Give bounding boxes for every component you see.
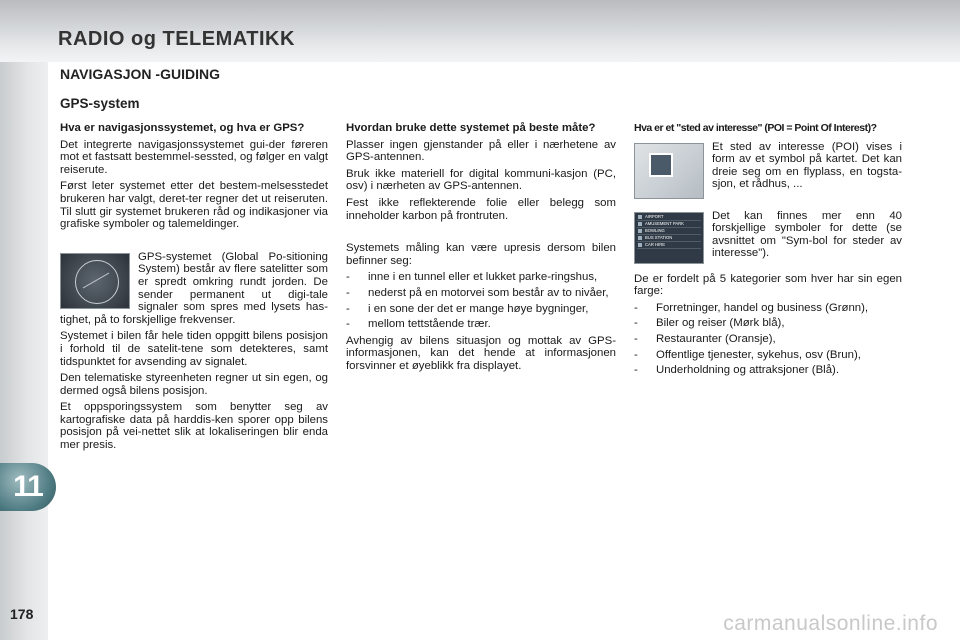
subsection-title: GPS-system: [60, 96, 140, 111]
spacer: [60, 235, 328, 251]
paragraph: Først leter systemet etter det bestem-melsesstedet brukeren har valgt, deret-ter regner det ut reiseruten. Til slutt gir systemet brukeren råd og indikasjoner via grafiske symboler og talemeldinger.: [60, 180, 328, 231]
poi-map-image: [634, 143, 704, 199]
chapter-number: 11: [13, 470, 43, 503]
page-header-title: RADIO og TELEMATIKK: [58, 28, 295, 50]
paragraph: Plasser ingen gjenstander på eller i nærhetene av GPS-antennen.: [346, 138, 616, 164]
paragraph: Det integrerte navigasjonssystemet gui-der føreren mot et fastsatt bestemmel-sessted, og følger en valgt reiserute.: [60, 138, 328, 176]
paragraph: Den telematiske styreenheten regner ut sin egen, og dermed også bilens posisjon.: [60, 372, 328, 397]
column-2: [346, 122, 616, 377]
question-heading: Hva er navigasjonssystemet, og hva er GPS?: [60, 122, 305, 134]
poi-list-image: [634, 212, 704, 264]
paragraph: Det kan finnes mer enn 40 forskjellige symboler for dette (se avsnittet om "Sym-bol for steder av interesse").: [712, 209, 902, 260]
column-1: [60, 122, 328, 456]
list-item: - Underholdning og attraksjoner (Blå).: [634, 364, 902, 377]
section-title: NAVIGASJON -GUIDING: [60, 66, 220, 82]
conditions-list: [346, 271, 616, 330]
paragraph: GPS-systemet (Global Po-sitioning System) består av flere satelitter som er spredt omkring rundt jorden. De sender permanent ut digi-tale signaler som spres med lysets has-tighet, på to forskjellige frekvenser.: [60, 250, 328, 326]
paragraph: Et oppsporingssystem som benytter seg av kartografiske data på harddis-ken sporer opp bilens posisjon på vei-nettet slik at lokaliseringen blir enda mer presis.: [60, 401, 328, 452]
watermark: carmanualsonline.info: [723, 612, 938, 635]
paragraph: De er fordelt på 5 kategorier som hver har sin egen farge:: [634, 272, 902, 298]
poi-list-entry: BUS STATION: [637, 235, 701, 242]
question-heading: Hvordan bruke dette systemet på beste måte?: [346, 122, 596, 134]
chapter-badge: [0, 463, 56, 511]
paragraph: Fest ikke reflekterende folie eller belegg som inneholder karbon på frontruten.: [346, 196, 616, 222]
poi-list-entry: CAR HIRE: [637, 242, 701, 249]
gps-globe-image: [60, 253, 130, 309]
list-item: - mellom tettstående trær.: [346, 318, 616, 331]
list-item: - Restauranter (Oransje),: [634, 333, 902, 346]
page-number: 178: [10, 606, 34, 622]
paragraph: Bruk ikke materiell for digital kommuni-kasjon (PC, osv) i nærheten av GPS-antennen.: [346, 167, 616, 193]
poi-list-entry: AMUSEMENT PARK: [637, 221, 701, 228]
sidebar-strip: [0, 0, 48, 640]
paragraph: Avhengig av bilens situasjon og mottak av GPS-informasjonen, kan det hende at informasjonen forsvinner et øyeblikk fra displayet.: [346, 334, 616, 372]
paragraph: Systemet i bilen får hele tiden oppgitt bilens posisjon i forhold til de satelit-tene som detekteres, samt tidspunktet for avsending av signalet.: [60, 330, 328, 368]
list-item: - Offentlige tjenester, sykehus, osv (Brun),: [634, 349, 902, 362]
list-item: - nederst på en motorvei som består av to nivåer,: [346, 287, 616, 300]
categories-list: [634, 302, 902, 377]
column-3: [634, 122, 902, 381]
list-item: - i en sone der det er mange høye bygninger,: [346, 303, 616, 316]
list-item: - inne i en tunnel eller et lukket parke-ringshus,: [346, 271, 616, 284]
poi-list-entry: BOWLING: [637, 228, 701, 235]
poi-list-entry: AIRPORT: [637, 214, 701, 221]
spacer: [634, 202, 902, 210]
list-item: - Forretninger, handel og business (Grønn),: [634, 302, 902, 315]
paragraph: Systemets måling kan være upresis dersom bilen befinner seg:: [346, 242, 616, 267]
paragraph: Et sted av interesse (POI) vises i form av et symbol på kartet. Det kan dreie seg om en flyplass, en togsta-sjon, et rådhus, ...: [712, 140, 902, 191]
list-item: - Biler og reiser (Mørk blå),: [634, 317, 902, 330]
question-heading: Hva er et "sted av interesse" (POI = Point Of Interest)?: [634, 122, 877, 134]
spacer: [346, 226, 616, 242]
